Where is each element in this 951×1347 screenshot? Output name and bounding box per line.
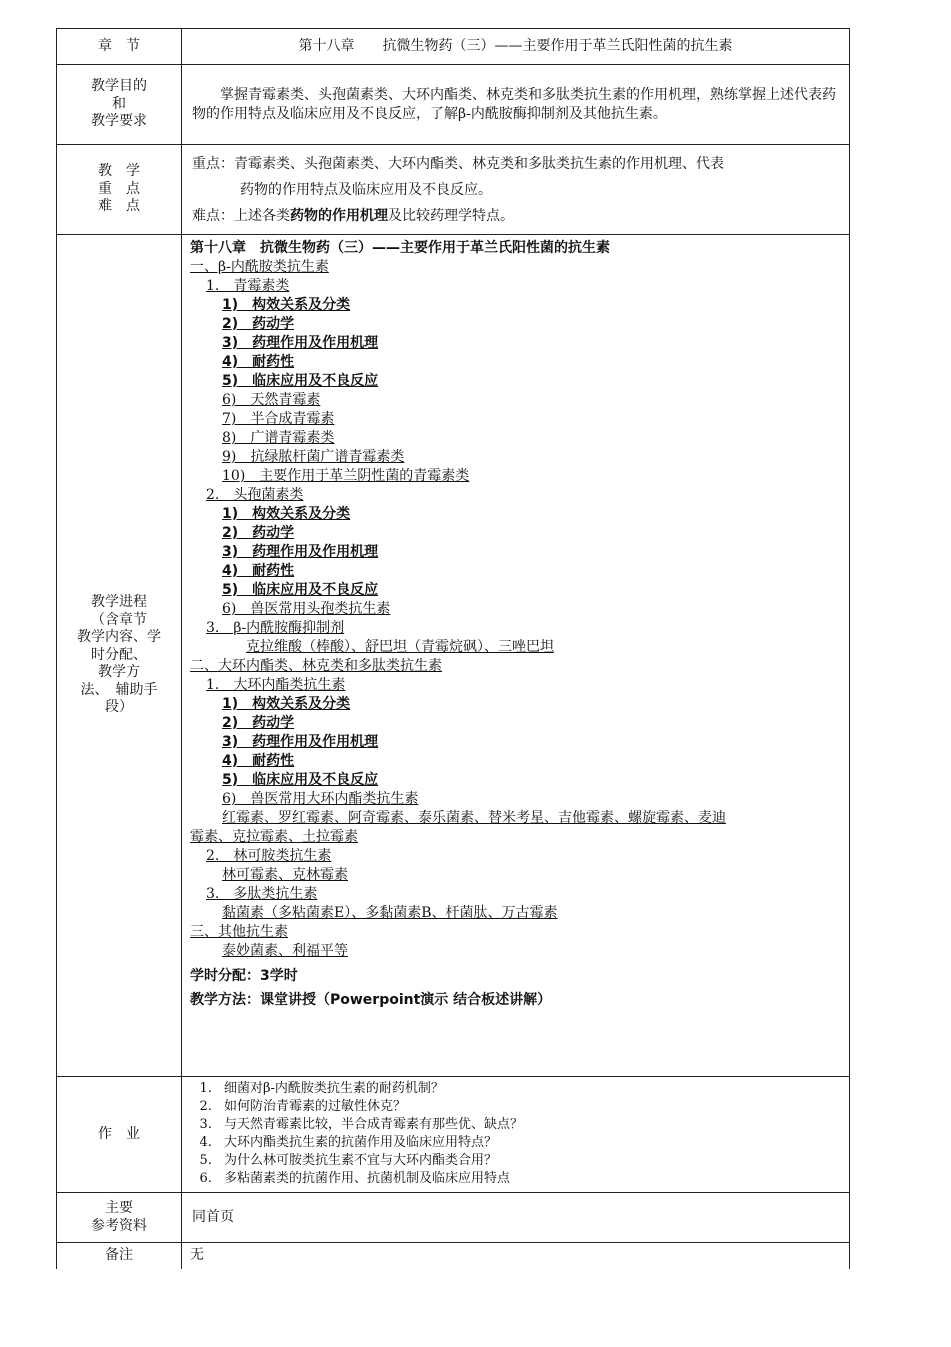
difficulty-line bbox=[192, 203, 839, 229]
homework-item: 4. 大环内酯类抗生素的抗菌作用及临床应用特点？ bbox=[216, 1134, 839, 1152]
topic-item: 7) 半合成青霉素 bbox=[222, 411, 335, 427]
references-label-line: 主要 bbox=[105, 1200, 133, 1216]
process-label-line: 段） bbox=[105, 699, 133, 716]
difficulty-bold: 药物的作用机理 bbox=[290, 207, 388, 224]
focus-line-continued: 药物的作用特点及临床应用及不良反应。 bbox=[240, 181, 492, 198]
topic-item: 4) 耐药性 bbox=[222, 563, 295, 579]
topic-item: 1) 构效关系及分类 bbox=[222, 696, 351, 712]
objectives-label-line: 和 bbox=[112, 95, 126, 112]
references-label-line: 参考资料 bbox=[91, 1217, 147, 1234]
topic-item: 5) 临床应用及不良反应 bbox=[222, 582, 379, 598]
process-label-line: 时分配、 bbox=[91, 646, 147, 663]
homework-list bbox=[192, 1080, 839, 1188]
subsection-heading: 2. 头孢菌素类 bbox=[206, 487, 304, 503]
objectives-label bbox=[57, 65, 182, 145]
references-label bbox=[57, 1193, 182, 1243]
notes-row bbox=[57, 1243, 850, 1269]
process-label-line: 教学方 bbox=[98, 664, 140, 681]
topic-item: 5) 临床应用及不良反应 bbox=[222, 772, 379, 788]
topic-item: 8) 广谱青霉素类 bbox=[222, 430, 335, 446]
topic-item: 4) 耐药性 bbox=[222, 354, 295, 370]
keypoints-label bbox=[57, 145, 182, 235]
keypoints-label-line: 重 点 bbox=[98, 180, 140, 197]
topic-detail: 克拉维酸（棒酸）、舒巴坦（青霉烷砜）、三唑巴坦 bbox=[246, 639, 554, 655]
topic-item: 10) 主要作用于革兰阴性菌的青霉素类 bbox=[222, 468, 470, 484]
difficulty-prefix: 难点：上述各类 bbox=[192, 207, 290, 224]
lesson-plan-table bbox=[56, 28, 850, 1269]
topic-detail: 红霉素、罗红霉素、阿奇霉素、泰乐菌素、替米考星、吉他霉素、螺旋霉素、麦迪 bbox=[222, 810, 726, 826]
chapter-row bbox=[57, 29, 850, 65]
subsection-heading: 3. β-内酰胺酶抑制剂 bbox=[206, 620, 345, 636]
keypoints-label-line: 教 学 bbox=[98, 163, 140, 180]
topic-item: 2) 药动学 bbox=[222, 525, 295, 541]
process-label-line: （含章节 bbox=[91, 611, 147, 628]
topic-item: 3) 药理作用及作用机理 bbox=[222, 335, 379, 351]
keypoints-label-line: 难 点 bbox=[98, 198, 140, 215]
chapter-label: 章 节 bbox=[57, 29, 182, 65]
difficulty-suffix: 及比较药理学特点。 bbox=[388, 207, 514, 224]
process-row bbox=[57, 235, 850, 1077]
homework-label: 作 业 bbox=[57, 1077, 182, 1193]
topic-item: 6) 天然青霉素 bbox=[222, 392, 321, 408]
process-label-line: 教学内容、学 bbox=[77, 629, 161, 646]
homework-row bbox=[57, 1077, 850, 1193]
process-heading: 第十八章 抗微生物药（三）——主要作用于革兰氏阳性菌的抗生素 bbox=[190, 240, 610, 256]
teaching-methods: 教学方法：课堂讲授（Powerpoint演示 结合板述讲解） bbox=[190, 992, 552, 1008]
topic-item: 1) 构效关系及分类 bbox=[222, 297, 351, 313]
topic-item: 3) 药理作用及作用机理 bbox=[222, 544, 379, 560]
focus-line: 重点：青霉素类、头孢菌素类、大环内酯类、林克类和多肽类抗生素的作用机理、代表 bbox=[192, 155, 724, 172]
homework-item: 1. 细菌对β-内酰胺类抗生素的耐药机制？ bbox=[216, 1080, 839, 1098]
objectives-text: 掌握青霉素类、头孢菌素类、大环内酯类、林克类和多肽类抗生素的作用机理，熟练掌握上述代表药物的作用特点及临床应用及不良反应，了解β-内酰胺酶抑制剂及其他抗生素。 bbox=[182, 65, 850, 145]
section-heading: 三、其他抗生素 bbox=[190, 924, 288, 940]
homework-item: 2. 如何防治青霉素的过敏性休克？ bbox=[216, 1098, 839, 1116]
subsection-heading: 1. 青霉素类 bbox=[206, 278, 290, 294]
homework-item: 6. 多粘菌素类的抗菌作用、抗菌机制及临床应用特点 bbox=[216, 1170, 839, 1188]
process-label-line: 法、 辅助手 bbox=[80, 681, 158, 698]
topic-item: 1) 构效关系及分类 bbox=[222, 506, 351, 522]
topic-item: 6) 兽医常用大环内酯类抗生素 bbox=[222, 791, 419, 807]
references-value: 同首页 bbox=[182, 1193, 850, 1243]
topic-detail: 泰妙菌素、利福平等 bbox=[222, 943, 348, 959]
process-label bbox=[57, 235, 182, 1077]
topic-detail: 黏菌素（多粘菌素E）、多黏菌素B、杆菌肽、万古霉素 bbox=[222, 905, 558, 921]
subsection-heading: 3. 多肽类抗生素 bbox=[206, 886, 318, 902]
topic-item: 2) 药动学 bbox=[222, 316, 295, 332]
process-label-line: 教学进程 bbox=[91, 594, 147, 611]
keypoints-row bbox=[57, 145, 850, 235]
section-heading: 二、大环内酯类、林克类和多肽类抗生素 bbox=[190, 658, 442, 674]
hours-allocation: 学时分配：3学时 bbox=[190, 968, 298, 984]
topic-item: 6) 兽医常用头孢类抗生素 bbox=[222, 601, 391, 617]
topic-detail: 霉素、克拉霉素、土拉霉素 bbox=[190, 829, 358, 845]
topic-item: 4) 耐药性 bbox=[222, 753, 295, 769]
homework-item: 3. 与天然青霉素比较，半合成青霉素有那些优、缺点？ bbox=[216, 1116, 839, 1134]
homework-content bbox=[182, 1077, 850, 1193]
objectives-row bbox=[57, 65, 850, 145]
topic-item: 9) 抗绿脓杆菌广谱青霉素类 bbox=[222, 449, 405, 465]
process-content bbox=[182, 235, 850, 1077]
topic-item: 3) 药理作用及作用机理 bbox=[222, 734, 379, 750]
subsection-heading: 2. 林可胺类抗生素 bbox=[206, 848, 332, 864]
objectives-label-line: 教学要求 bbox=[91, 113, 147, 130]
references-row bbox=[57, 1193, 850, 1243]
topic-item: 5) 临床应用及不良反应 bbox=[222, 373, 379, 389]
topic-item: 2) 药动学 bbox=[222, 715, 295, 731]
notes-label: 备注 bbox=[57, 1243, 182, 1269]
subsection-heading: 1. 大环内酯类抗生素 bbox=[206, 677, 346, 693]
homework-item: 5. 为什么林可胺类抗生素不宜与大环内酯类合用？ bbox=[216, 1152, 839, 1170]
keypoints-content bbox=[182, 145, 850, 235]
section-heading: 一、β-内酰胺类抗生素 bbox=[190, 259, 329, 275]
topic-detail: 林可霉素、克林霉素 bbox=[222, 867, 348, 883]
objectives-label-line: 教学目的 bbox=[91, 78, 147, 95]
chapter-title: 第十八章 抗微生物药（三）——主要作用于革兰氏阳性菌的抗生素 bbox=[182, 29, 850, 65]
notes-value: 无 bbox=[182, 1243, 850, 1269]
